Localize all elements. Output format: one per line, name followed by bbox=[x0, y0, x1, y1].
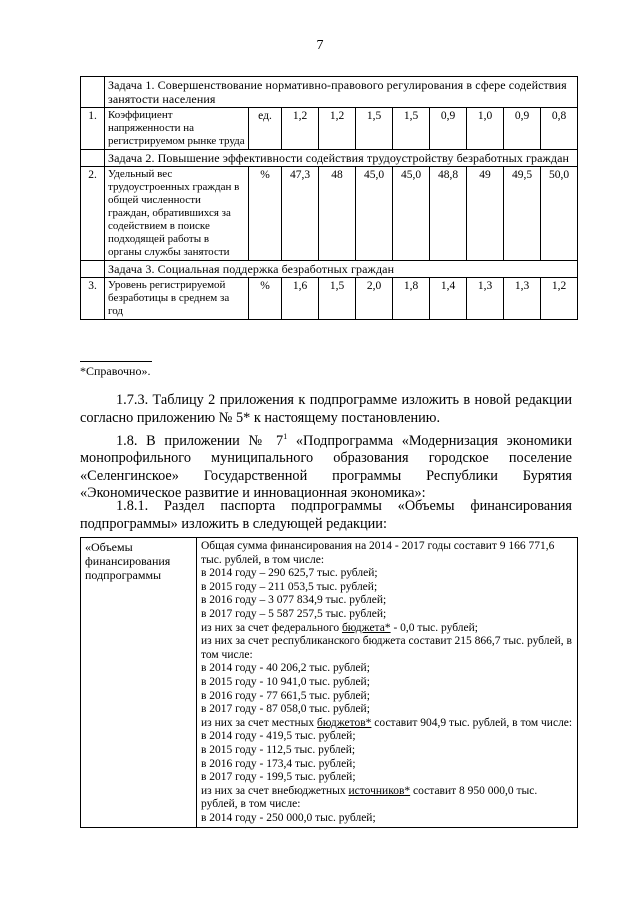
value-cell: 2,0 bbox=[356, 278, 393, 320]
page-number: 7 bbox=[316, 38, 324, 53]
value-cell: 1,2 bbox=[282, 108, 319, 150]
task-row bbox=[81, 77, 578, 108]
value-cell: 47,3 bbox=[282, 167, 319, 261]
value-cell: 45,0 bbox=[356, 167, 393, 261]
unit-cell: % bbox=[249, 278, 282, 320]
financing-line: в 2015 году – 211 053,5 тыс. рублей; bbox=[201, 580, 378, 593]
footnote: *Справочно». bbox=[80, 364, 151, 378]
empty-cell bbox=[81, 150, 105, 167]
financing-line: в 2016 году - 77 661,5 тыс. рублей; bbox=[201, 689, 370, 702]
underlined-term: источников* bbox=[348, 784, 411, 797]
financing-line: в 2016 году - 173,4 тыс. рублей; bbox=[201, 757, 356, 770]
paragraph-1-8-1: 1.8.1. Раздел паспорта подпрограммы «Объемы финансирования подпрограммы» изложить в следующей редакции: bbox=[80, 498, 572, 532]
empty-cell bbox=[81, 77, 105, 108]
value-cell: 48 bbox=[319, 167, 356, 261]
value-cell: 1,5 bbox=[356, 108, 393, 150]
indicator-row bbox=[81, 108, 578, 150]
financing-line: в 2014 году - 250 000,0 тыс. рублей; bbox=[201, 811, 376, 824]
financing-line: в 2016 году – 3 077 834,9 тыс. рублей; bbox=[201, 594, 387, 607]
value-cell: 1,8 bbox=[393, 278, 430, 320]
value-cell: 1,2 bbox=[319, 108, 356, 150]
financing-label: «Объемы финансирования подпрограммы bbox=[81, 538, 197, 828]
row-number: 1. bbox=[81, 108, 105, 150]
row-number: 2. bbox=[81, 167, 105, 261]
financing-line: из них за счет республиканского бюджета составит 215 866,7 тыс. рублей, в том числе: bbox=[201, 635, 572, 661]
financing-table bbox=[80, 537, 578, 828]
financing-line: в 2015 году - 10 941,0 тыс. рублей; bbox=[201, 675, 370, 688]
indicator-name: Коэффициент напряженности на регистрируемом рынке труда bbox=[105, 108, 249, 150]
task-row bbox=[81, 150, 578, 167]
value-cell: 49,5 bbox=[504, 167, 541, 261]
unit-cell: ед. bbox=[249, 108, 282, 150]
value-cell: 0,8 bbox=[541, 108, 578, 150]
task-title: Задача 3. Социальная поддержка безработных граждан bbox=[105, 261, 578, 278]
indicator-row bbox=[81, 167, 578, 261]
row-number: 3. bbox=[81, 278, 105, 320]
footnote-rule bbox=[80, 361, 152, 362]
task-title: Задача 1. Совершенствование нормативно-правового регулирования в сфере содействия занятости населения bbox=[105, 77, 578, 108]
financing-line: в 2015 году - 112,5 тыс. рублей; bbox=[201, 743, 356, 756]
value-cell: 0,9 bbox=[504, 108, 541, 150]
financing-line: в 2017 году – 5 587 257,5 тыс. рублей; bbox=[201, 607, 387, 620]
task-title: Задача 2. Повышение эффективности содействия трудоустройству безработных граждан bbox=[105, 150, 578, 167]
financing-line: из них за счет внебюджетных источников* составит 8 950 000,0 тыс. рублей, в том числе: bbox=[201, 784, 538, 811]
financing-line: в 2014 году - 419,5 тыс. рублей; bbox=[201, 730, 356, 743]
value-cell: 1,3 bbox=[504, 278, 541, 320]
value-cell: 1,0 bbox=[467, 108, 504, 150]
value-cell: 1,5 bbox=[319, 278, 356, 320]
underlined-term: бюджетов* bbox=[317, 716, 372, 729]
financing-line: Общая сумма финансирования на 2014 - 2017 годы составит 9 166 771,6 тыс. рублей, в том числе: bbox=[201, 540, 555, 566]
financing-line: из них за счет федерального бюджета* - 0,0 тыс. рублей; bbox=[201, 621, 478, 634]
paragraph-1-7-3: 1.7.3. Таблицу 2 приложения к подпрограмме изложить в новой редакции согласно приложению № 5* к настоящему постановлению. bbox=[80, 392, 572, 426]
financing-details bbox=[197, 538, 578, 828]
indicators-table bbox=[80, 76, 578, 320]
value-cell: 0,9 bbox=[430, 108, 467, 150]
paragraph-1-8: 1.8. В приложении № $7^1$ «Подпрограмма «Модернизация экономики монопрофильного муниципального образования городское поселение «Селенгинское» Государственной программы Республики Бурятия «Экономическое развитие и инновационная экономика»: bbox=[80, 432, 572, 502]
underlined-term: бюджета* bbox=[341, 621, 391, 634]
indicator-row bbox=[81, 278, 578, 320]
value-cell: 45,0 bbox=[393, 167, 430, 261]
value-cell: 1,4 bbox=[430, 278, 467, 320]
financing-line: в 2017 году - 199,5 тыс. рублей; bbox=[201, 771, 356, 784]
value-cell: 1,6 bbox=[282, 278, 319, 320]
empty-cell bbox=[81, 261, 105, 278]
indicator-name: Удельный вес трудоустроенных граждан в общей численности граждан, обратившихся за содействием в поиске подходящей работы в органы службы занятости bbox=[105, 167, 249, 261]
value-cell: 50,0 bbox=[541, 167, 578, 261]
value-cell: 1,5 bbox=[393, 108, 430, 150]
financing-line: в 2017 году - 87 058,0 тыс. рублей; bbox=[201, 703, 370, 716]
task-row bbox=[81, 261, 578, 278]
value-cell: 48,8 bbox=[430, 167, 467, 261]
financing-line: из них за счет местных бюджетов* составит 904,9 тыс. рублей, в том числе: bbox=[201, 716, 573, 729]
financing-line: в 2014 году - 40 206,2 тыс. рублей; bbox=[201, 662, 370, 675]
unit-cell: % bbox=[249, 167, 282, 261]
value-cell: 49 bbox=[467, 167, 504, 261]
indicator-name: Уровень регистрируемой безработицы в среднем за год bbox=[105, 278, 249, 320]
value-cell: 1,3 bbox=[467, 278, 504, 320]
value-cell: 1,2 bbox=[541, 278, 578, 320]
financing-line: в 2014 году – 290 625,7 тыс. рублей; bbox=[201, 567, 378, 580]
